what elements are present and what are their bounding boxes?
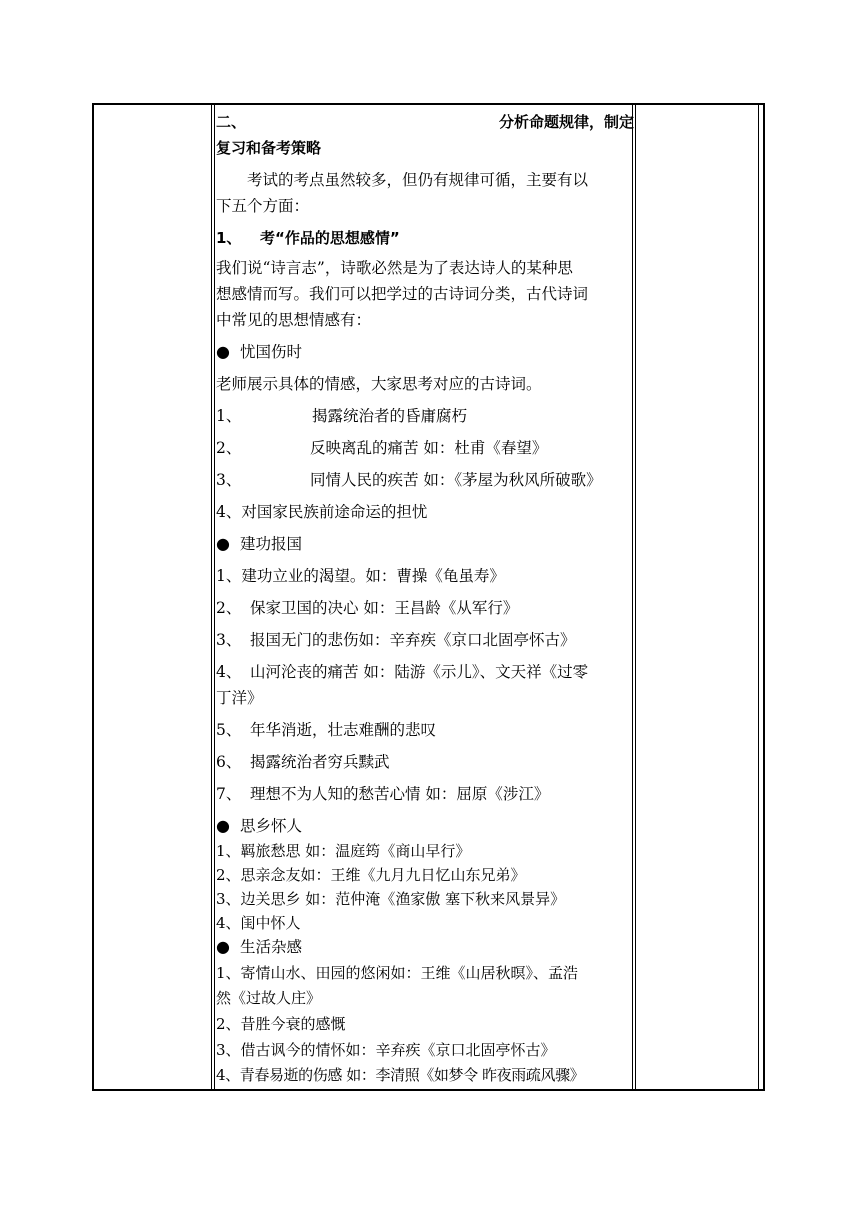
section-heading-continued: 复习和备考策略: [216, 139, 322, 157]
column-divider: [214, 105, 215, 1089]
paragraph-line: 我们说“诗言志”，诗歌必然是为了表达诗人的某种思: [216, 259, 573, 277]
point-number: 1、: [216, 229, 242, 247]
bullet-icon: ●: [216, 937, 230, 956]
column-divider: [211, 105, 212, 1089]
category-title: 忧国伤时: [240, 343, 303, 361]
bullet-icon: ●: [216, 816, 230, 835]
list-item: 1、羁旅愁思 如：温庭筠《商山早行》: [216, 842, 471, 860]
category-heading: [216, 534, 634, 554]
list-item: 3、 同情人民的疾苦 如：《茅屋为秋风所破歌》: [216, 471, 602, 489]
category-heading: [216, 342, 634, 362]
list-item: 4、对国家民族前途命运的担忧: [216, 503, 428, 521]
category-heading: [216, 937, 634, 957]
point-heading: [216, 228, 634, 248]
point-title: 考“作品的思想感情”: [260, 229, 400, 247]
list-item: 4、 山河沦丧的痛苦 如：陆游《示儿》、文天祥《过零: [216, 663, 589, 681]
list-item: 7、 理想不为人知的愁苦心情 如：屈原《涉江》: [216, 785, 550, 803]
list-item: 5、 年华消逝，壮志难酬的悲叹: [216, 721, 437, 739]
list-item-continued: 丁洋》: [216, 689, 263, 707]
list-item: 1、 揭露统治者的昏庸腐朽: [216, 407, 468, 425]
paragraph-line: 中常见的思想情感有：: [216, 311, 372, 329]
category-title: 生活杂感: [240, 938, 303, 956]
category-heading: [216, 816, 634, 836]
intro-line: 考试的考点虽然较多，但仍有规律可循，主要有以: [247, 171, 589, 189]
list-item: 4、青春易逝的伤感 如：李清照《如梦令 昨夜雨疏风骤》: [216, 1066, 585, 1084]
section-number: 二、: [216, 113, 247, 131]
category-title: 思乡怀人: [240, 817, 303, 835]
intro-line: 下五个方面：: [216, 197, 310, 215]
column-divider: [635, 105, 636, 1089]
column-divider: [758, 105, 759, 1089]
list-item: 1、寄情山水、田园的悠闲如：王维《山居秋暝》、孟浩: [216, 964, 579, 982]
bullet-icon: ●: [216, 534, 230, 553]
list-item: 6、 揭露统治者穷兵黩武: [216, 753, 390, 771]
teacher-note: 老师展示具体的情感，大家思考对应的古诗词。: [216, 375, 542, 393]
list-item: 3、借古讽今的情怀如：辛弃疾《京口北固亭怀古》: [216, 1041, 556, 1059]
list-item: 3、 报国无门的悲伤如：辛弃疾《京口北固亭怀古》: [216, 631, 576, 649]
list-item: 2、 保家卫国的决心 如：王昌龄《从军行》: [216, 599, 519, 617]
list-item: 1、建功立业的渴望。如：曹操《龟虽寿》: [216, 567, 505, 585]
category-title: 建功报国: [240, 535, 303, 553]
paragraph-line: 想感情而写。我们可以把学过的古诗词分类，古代诗词: [216, 285, 589, 303]
section-heading: [216, 112, 634, 132]
list-item: 4、闺中怀人: [216, 914, 301, 932]
bullet-icon: ●: [216, 342, 230, 361]
list-item: 2、 反映离乱的痛苦 如：杜甫《春望》: [216, 439, 548, 457]
list-item: 2、昔胜今衰的感慨: [216, 1015, 346, 1033]
section-title: 分析命题规律，制定: [498, 113, 634, 131]
list-item: 3、边关思乡 如：范仲淹《渔家傲 塞下秋来风景异》: [216, 890, 566, 908]
list-item: 2、思亲念友如：王维《九月九日忆山东兄弟》: [216, 866, 526, 884]
list-item-continued: 然《过故人庄》: [216, 989, 322, 1007]
